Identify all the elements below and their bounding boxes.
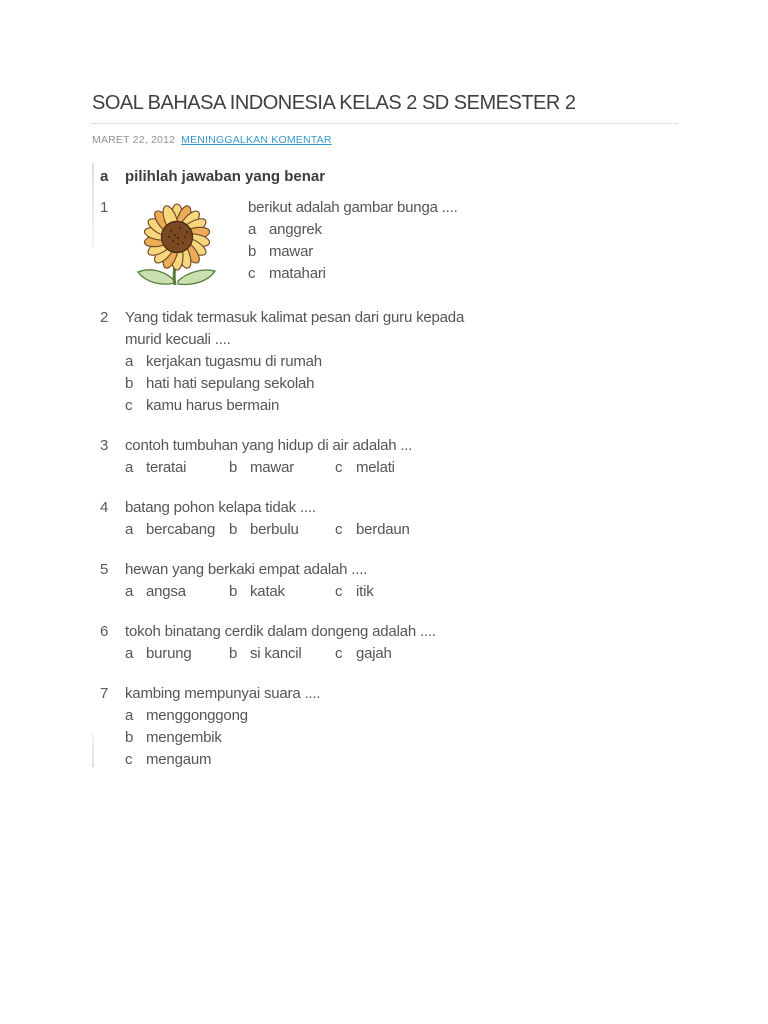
option-letter: c [335,583,343,600]
option-text: menggonggong [146,707,248,724]
option-letter: a [125,645,134,662]
option-a [125,581,229,603]
option-c [335,457,395,479]
option-text: melati [356,459,395,476]
option-text: bercabang [146,521,216,538]
option-text: matahari [269,265,326,282]
question-body [125,435,678,479]
option-letter: a [248,221,257,238]
option-text: mengaum [146,751,212,768]
option-a [125,457,229,479]
option-letter: b [229,645,238,662]
question-body [125,197,678,292]
section-title: pilihlah jawaban yang benar [125,168,326,185]
options [248,219,678,285]
option-a [248,219,678,241]
post-content [92,0,678,771]
question-text: contoh tumbuhan yang hidup di air adalah ... [125,437,413,454]
question-number: 3 [100,437,109,454]
option-letter: c [125,751,133,768]
option-c [335,519,410,541]
option-text: itik [356,583,374,600]
option-text: burung [146,645,192,662]
options [125,351,678,417]
question-5 [92,559,678,603]
option-b [229,519,335,541]
question-number: 1 [100,199,109,216]
question-text: hewan yang berkaki empat adalah .... [125,561,368,578]
question-main [248,197,678,285]
page-title: SOAL BAHASA INDONESIA KELAS 2 SD SEMESTER 2 [92,92,576,114]
question-text: berikut adalah gambar bunga .... [248,199,458,216]
question-1 [92,197,678,292]
question-text: murid kecuali .... [125,331,231,348]
options [125,519,678,541]
option-text: gajah [356,645,392,662]
option-b [248,241,678,263]
question-6 [92,621,678,665]
option-a [125,643,229,665]
question-number: 6 [100,623,109,640]
option-text: kerjakan tugasmu di rumah [146,353,322,370]
option-letter: c [335,521,343,538]
post-date: MARET 22, 2012 [92,134,176,146]
dotted-divider [92,123,678,124]
option-letter: b [229,583,238,600]
option-letter: c [335,645,343,662]
option-c [335,643,392,665]
options [125,581,678,603]
post-meta [92,133,678,147]
option-a [125,705,678,727]
option-letter: c [335,459,343,476]
question-number: 4 [100,499,109,516]
option-text: teratai [146,459,187,476]
options [125,457,678,479]
option-letter: a [125,583,134,600]
options [125,643,678,665]
option-text: berbulu [250,521,299,538]
option-letter: c [248,265,256,282]
option-letter: a [125,353,134,370]
question-main [125,497,678,541]
option-text: anggrek [269,221,322,238]
option-a [125,519,229,541]
option-letter: a [125,521,134,538]
option-a [125,351,678,373]
question-main [125,307,678,417]
question-text: kambing mempunyai suara .... [125,685,321,702]
option-text: mawar [269,243,314,260]
option-b [229,643,335,665]
question-list [92,197,678,771]
sunflower-illustration [125,197,225,292]
option-text: katak [250,583,285,600]
question-body [125,621,678,665]
option-text: kamu harus bermain [146,397,280,414]
option-b [229,457,335,479]
option-text: mengembik [146,729,222,746]
option-letter: b [125,375,134,392]
section-letter: a [100,168,109,185]
option-letter: b [229,521,238,538]
option-c [125,749,678,771]
question-2 [92,307,678,417]
question-main [125,435,678,479]
question-main [125,621,678,665]
option-c [248,263,678,285]
question-main [125,559,678,603]
option-b [229,581,335,603]
option-letter: a [125,459,134,476]
option-c [125,395,678,417]
question-number: 7 [100,685,109,702]
option-text: si kancil [250,645,302,662]
question-body [125,683,678,771]
question-7 [92,683,678,771]
option-letter: b [229,459,238,476]
option-letter: b [125,729,134,746]
options [125,705,678,771]
question-body [125,497,678,541]
question-3 [92,435,678,479]
question-number: 2 [100,309,109,326]
option-text: hati hati sepulang sekolah [146,375,315,392]
option-letter: c [125,397,133,414]
question-text: tokoh binatang cerdik dalam dongeng adalah .... [125,623,436,640]
option-text: mawar [250,459,295,476]
option-b [125,727,678,749]
option-letter: a [125,707,134,724]
option-text: angsa [146,583,186,600]
option-c [335,581,374,603]
section-header [92,166,678,188]
leave-comment-link[interactable]: MENINGGALKAN KOMENTAR [181,134,332,146]
question-body [125,559,678,603]
question-main [125,683,678,771]
question-text: Yang tidak termasuk kalimat pesan dari guru kepada [125,309,465,326]
question-4 [92,497,678,541]
question-number: 5 [100,561,109,578]
question-body [125,307,678,417]
option-letter: b [248,243,257,260]
question-text: batang pohon kelapa tidak .... [125,499,316,516]
option-text: berdaun [356,521,410,538]
option-b [125,373,678,395]
